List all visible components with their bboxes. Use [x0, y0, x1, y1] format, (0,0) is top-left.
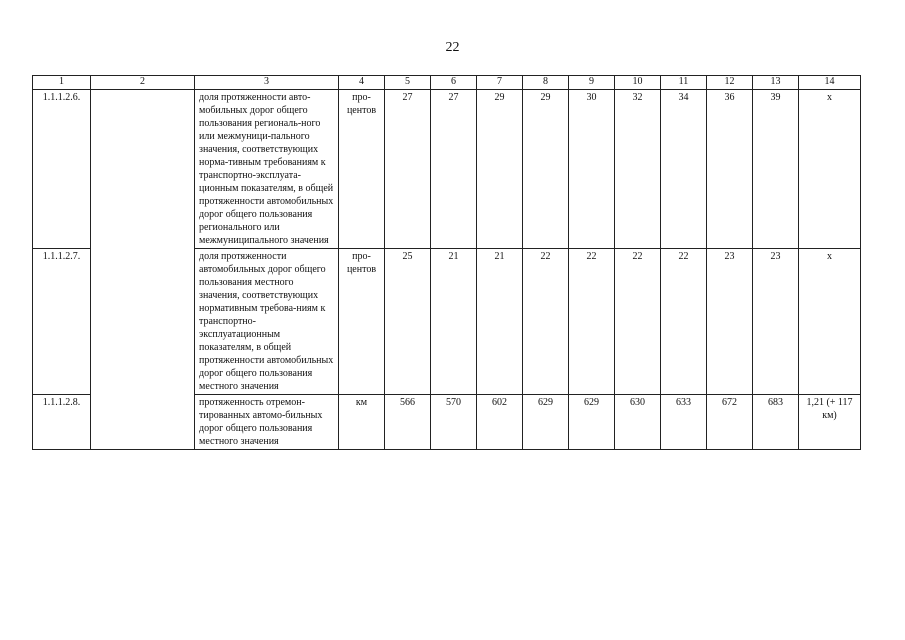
header-col-9: 9 — [569, 76, 615, 90]
row-unit: км — [339, 395, 385, 450]
row-value-col12: 23 — [707, 249, 753, 395]
row-value-col13: 39 — [753, 90, 799, 249]
row-code: 1.1.1.2.8. — [33, 395, 91, 450]
table-header — [33, 76, 861, 90]
row-value-col11: 633 — [661, 395, 707, 450]
row-value-col9: 22 — [569, 249, 615, 395]
header-col-4: 4 — [339, 76, 385, 90]
row-unit: про-центов — [339, 90, 385, 249]
row-value-col6: 21 — [431, 249, 477, 395]
header-col-6: 6 — [431, 76, 477, 90]
row-value-col10: 630 — [615, 395, 661, 450]
row-unit: про-центов — [339, 249, 385, 395]
row-value-col11: 22 — [661, 249, 707, 395]
row-value-col7: 602 — [477, 395, 523, 450]
row-value-col8: 629 — [523, 395, 569, 450]
row-value-col12: 672 — [707, 395, 753, 450]
header-col-13: 13 — [753, 76, 799, 90]
header-col-3: 3 — [195, 76, 339, 90]
table-body — [33, 90, 861, 450]
header-col-5: 5 — [385, 76, 431, 90]
row-value-col14: х — [799, 249, 861, 395]
row-value-col14: 1,21 (+ 117 км) — [799, 395, 861, 450]
row-code: 1.1.1.2.6. — [33, 90, 91, 249]
header-col-1: 1 — [33, 76, 91, 90]
row-value-col8: 22 — [523, 249, 569, 395]
row-value-col11: 34 — [661, 90, 707, 249]
row-value-col14: х — [799, 90, 861, 249]
row-col2-merged — [91, 90, 195, 450]
row-value-col13: 23 — [753, 249, 799, 395]
row-value-col9: 629 — [569, 395, 615, 450]
row-value-col5: 566 — [385, 395, 431, 450]
row-value-col5: 25 — [385, 249, 431, 395]
header-col-12: 12 — [707, 76, 753, 90]
row-value-col9: 30 — [569, 90, 615, 249]
table-row — [33, 90, 861, 249]
row-description: протяженность отремон-тированных автомо-бильных дорог общего пользования местного значения — [195, 395, 339, 450]
header-col-7: 7 — [477, 76, 523, 90]
row-value-col6: 570 — [431, 395, 477, 450]
header-col-2: 2 — [91, 76, 195, 90]
row-description: доля протяженности автомобильных дорог общего пользования местного значения, соответствующих нормативным требова-ниям к транспортно-эксплуатационным показателям, в общей протяженности автомобильных дорог общего пользования местного значения — [195, 249, 339, 395]
row-description: доля протяженности авто-мобильных дорог общего пользования региональ-ного или межмуници-пального значения, соответствующих норма-тивным требованиям к транспортно-эксплуата-ционным показателям, в общей протяженности автомобильных дорог общего пользования регионального или межмуниципального значения — [195, 90, 339, 249]
row-value-col10: 32 — [615, 90, 661, 249]
header-col-8: 8 — [523, 76, 569, 90]
row-value-col10: 22 — [615, 249, 661, 395]
row-value-col6: 27 — [431, 90, 477, 249]
row-code: 1.1.1.2.7. — [33, 249, 91, 395]
row-value-col13: 683 — [753, 395, 799, 450]
indicator-table — [32, 75, 861, 450]
page-number: 22 — [445, 40, 460, 55]
row-value-col7: 21 — [477, 249, 523, 395]
header-col-14: 14 — [799, 76, 861, 90]
row-value-col8: 29 — [523, 90, 569, 249]
row-value-col5: 27 — [385, 90, 431, 249]
row-value-col12: 36 — [707, 90, 753, 249]
header-col-11: 11 — [661, 76, 707, 90]
header-row — [33, 76, 861, 90]
header-col-10: 10 — [615, 76, 661, 90]
row-value-col7: 29 — [477, 90, 523, 249]
